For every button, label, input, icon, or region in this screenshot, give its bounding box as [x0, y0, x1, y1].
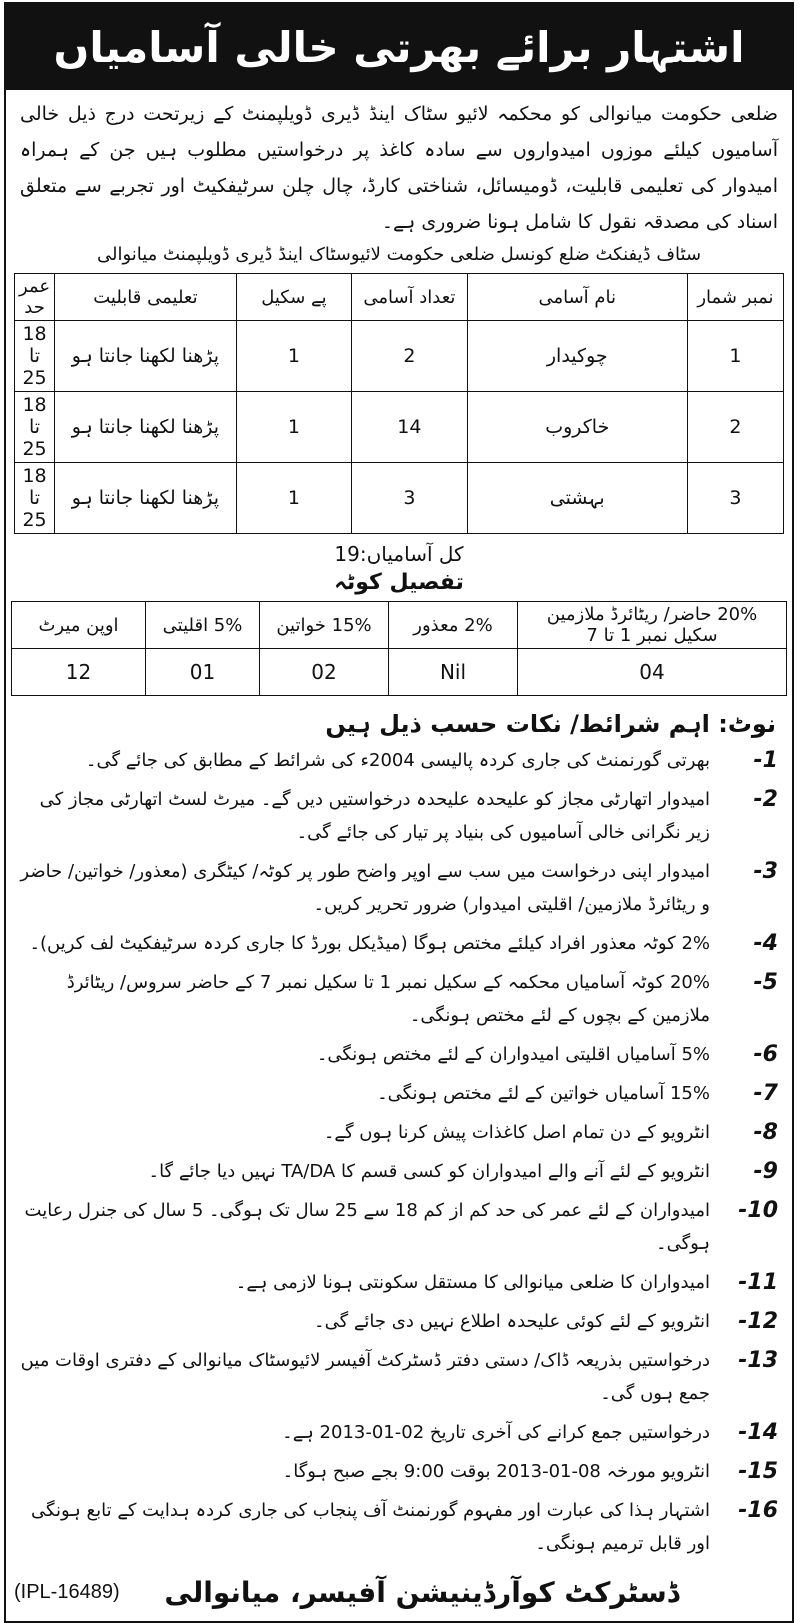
note-number: -13 [738, 1348, 778, 1373]
cell: Nil [389, 649, 518, 696]
cell: 18 تا 25 [15, 463, 55, 534]
list-item [16, 744, 778, 777]
note-number: -14 [738, 1420, 778, 1445]
col-pay-scale: پے سکیل [236, 274, 351, 321]
table-row [15, 321, 784, 392]
cell: 02 [260, 649, 389, 696]
note-number: -1 [753, 748, 778, 773]
note-text: انٹرویو مورخہ 08-01-2013 بوقت 9:00 بجے صبح ہوگا۔ [282, 1461, 710, 1482]
note-number: -9 [753, 1159, 778, 1184]
list-item [16, 1416, 778, 1449]
list-item [16, 1266, 778, 1299]
note-text: انٹرویو کے دن تمام اصل کاغذات پیش کرنا ہوں گے۔ [323, 1122, 710, 1143]
job-advertisement [4, 2, 794, 1623]
cell: 2 [687, 392, 783, 463]
cell: 1 [687, 321, 783, 392]
list-item [16, 1494, 778, 1560]
cell: پڑھنا لکھنا جانتا ہو [55, 392, 237, 463]
quota-retired: 20% حاضر/ ریٹائرڈ ملازمین سکیل نمبر 1 تا 7 [518, 602, 787, 649]
note-number: -5 [753, 970, 778, 995]
list-item [16, 1455, 778, 1488]
note-number: -10 [738, 1198, 778, 1223]
note-text: امیدوار اپنی درخواست میں سب سے اوپر واضح طور پر کوٹہ/ کیٹگری (معذور/ خواتین/ حاضر و ریٹائرڈ ملازمین/ اقلیتی امیدوار) ضرور تحریر کریں۔ [20, 861, 710, 915]
cell: 12 [12, 649, 146, 696]
note-number: -15 [738, 1459, 778, 1484]
note-text: امیدواران کا ضلعی میانوالی کا مستقل سکونتی ہونا لازمی ہے۔ [235, 1272, 710, 1293]
cell: 1 [236, 392, 351, 463]
list-item [16, 783, 778, 849]
quota-table [11, 601, 787, 696]
list-item [16, 1038, 778, 1071]
cell: 18 تا 25 [15, 321, 55, 392]
note-number: -3 [753, 859, 778, 884]
note-text: درخواستیں بذریعہ ڈاک/ دستی دفتر ڈسٹرکٹ آفیسر لائیوسٹاک میانوالی کے دفتری اوقات میں جمع ہوں گی۔ [20, 1350, 710, 1404]
cell: 3 [352, 463, 468, 534]
cell: 1 [236, 321, 351, 392]
notes-list [6, 738, 792, 1566]
cell: 14 [352, 392, 468, 463]
note-text: انٹرویو کے لئے کوئی علیحدہ اطلاع نہیں دی جائے گی۔ [314, 1311, 710, 1332]
list-item [16, 1194, 778, 1260]
list-item [16, 855, 778, 921]
list-item [16, 1155, 778, 1188]
table-row [15, 463, 784, 534]
note-number: -4 [753, 931, 778, 956]
list-item [16, 966, 778, 1032]
cell: 04 [518, 649, 787, 696]
ipl-code: (IPL-16489) [14, 1581, 120, 1603]
note-text: 5% آسامیاں اقلیتی امیدواران کے لئے مختص ہونگی۔ [316, 1044, 710, 1065]
note-number: -8 [753, 1120, 778, 1145]
col-post-name: نام آسامی [467, 274, 687, 321]
note-text: انٹرویو کے لئے آنے والے امیدواران کو کسی قسم کا TA/DA نہیں دیا جائے گا۔ [148, 1161, 710, 1182]
note-text: 2% کوٹہ معذور افراد کیلئے مختص ہوگا (میڈیکل بورڈ کا جاری کردہ سرٹیفکیٹ لف کریں)۔ [29, 933, 710, 954]
col-serial: نمبر شمار [687, 274, 783, 321]
list-item [16, 1344, 778, 1410]
quota-minority: 5% اقلیتی [146, 602, 260, 649]
cell: 2 [352, 321, 468, 392]
cell: خاکروب [467, 392, 687, 463]
cell: 3 [687, 463, 783, 534]
cell: بہشتی [467, 463, 687, 534]
note-number: -12 [738, 1309, 778, 1334]
col-qualification: تعلیمی قابلیت [55, 274, 237, 321]
col-age-limit: عمر حد [15, 274, 55, 321]
quota-women: 15% خواتین [260, 602, 389, 649]
note-number: -16 [738, 1498, 778, 1523]
note-text: 15% آسامیاں خواتین کے لئے مختص ہونگی۔ [377, 1083, 710, 1104]
notes-heading: نوٹ: اہم شرائط/ نکات حسب ذیل ہیں [325, 710, 776, 738]
note-number: -2 [753, 787, 778, 812]
quota-header-row [12, 602, 787, 649]
total-posts: کل آسامیاں:19 [334, 542, 464, 566]
cell: چوکیدار [467, 321, 687, 392]
issuing-authority: ڈسٹرکٹ کوآرڈینیشن آفیسر، میانوالی [164, 1576, 680, 1609]
list-item [16, 1116, 778, 1149]
note-text: 20% کوٹہ آسامیاں محکمہ کے سکیل نمبر 1 تا سکیل نمبر 7 کے حاضر سروس/ ریٹائرڈ ملازمین کے بچوں کے لئے مختص ہونگی۔ [66, 972, 710, 1026]
note-text: درخواستیں جمع کرانے کی آخری تاریخ 02-01-2013 ہے۔ [282, 1422, 710, 1443]
table-row [15, 392, 784, 463]
note-text: اشتہار ہذا کی عبارت اور مفہوم گورنمنٹ آف پنجاب کی جاری کردہ ہدایت کے تابع ہونگی اور قابل ترمیم ہونگی۔ [31, 1500, 710, 1554]
quota-open-merit: اوپن میرٹ [12, 602, 146, 649]
cell: 01 [146, 649, 260, 696]
list-item [16, 927, 778, 960]
quota-values-row [12, 649, 787, 696]
ad-title: اشتہار برائے بھرتی خالی آسامیاں [6, 4, 792, 90]
posts-table [14, 273, 784, 534]
footer [6, 1566, 792, 1621]
list-item [16, 1305, 778, 1338]
cell: 1 [236, 463, 351, 534]
quota-disabled: 2% معذور [389, 602, 518, 649]
note-number: -6 [753, 1042, 778, 1067]
quota-heading: تفصیل کوٹہ [334, 570, 464, 595]
col-post-count: تعداد آسامی [352, 274, 468, 321]
note-text: امیدواران کے لئے عمر کی حد کم از کم 18 سے 25 سال تک ہوگی۔ 5 سال کی جنرل رعایت ہوگی۔ [24, 1200, 710, 1254]
table-header-row [15, 274, 784, 321]
note-number: -7 [753, 1081, 778, 1106]
cell: پڑھنا لکھنا جانتا ہو [55, 321, 237, 392]
note-text: امیدوار اتھارٹی مجاز کو علیحدہ علیحدہ درخواستیں دیں گے۔ میرٹ لسٹ اتھارٹی مجاز کی زیر نگرانی خالی آسامیوں کی بنیاد پر تیار کی جائے گی۔ [39, 789, 710, 843]
cell: 18 تا 25 [15, 392, 55, 463]
cell: پڑھنا لکھنا جانتا ہو [55, 463, 237, 534]
note-text: بھرتی گورنمنٹ کی جاری کردہ پالیسی 2004ء کی شرائط کے مطابق کی جائے گی۔ [85, 750, 710, 771]
department-line: سٹاف ڈیفنکٹ ضلع کونسل ضلعی حکومت لائیوسٹاک اینڈ ڈیری ڈویلپمنٹ میانوالی [96, 244, 702, 265]
list-item [16, 1077, 778, 1110]
intro-paragraph: ضلعی حکومت میانوالی کو محکمہ لائیو سٹاک اینڈ ڈیری ڈویلپمنٹ کے زیرتحت درج ذیل خالی آسامیوں کیلئے موزوں امیدواروں سے سادہ کاغذ پر درخواستیں مطلوب ہیں جن کے ہمراہ امیدوار کی تعلیمی قابلیت، ڈومیسائل، شناختی کارڈ، چال چلن سرٹیفکیٹ اور تجربے سے متعلق اسناد کی مصدقہ نقول کا شامل ہونا ضروری ہے۔ [20, 103, 778, 233]
note-number: -11 [738, 1270, 778, 1295]
